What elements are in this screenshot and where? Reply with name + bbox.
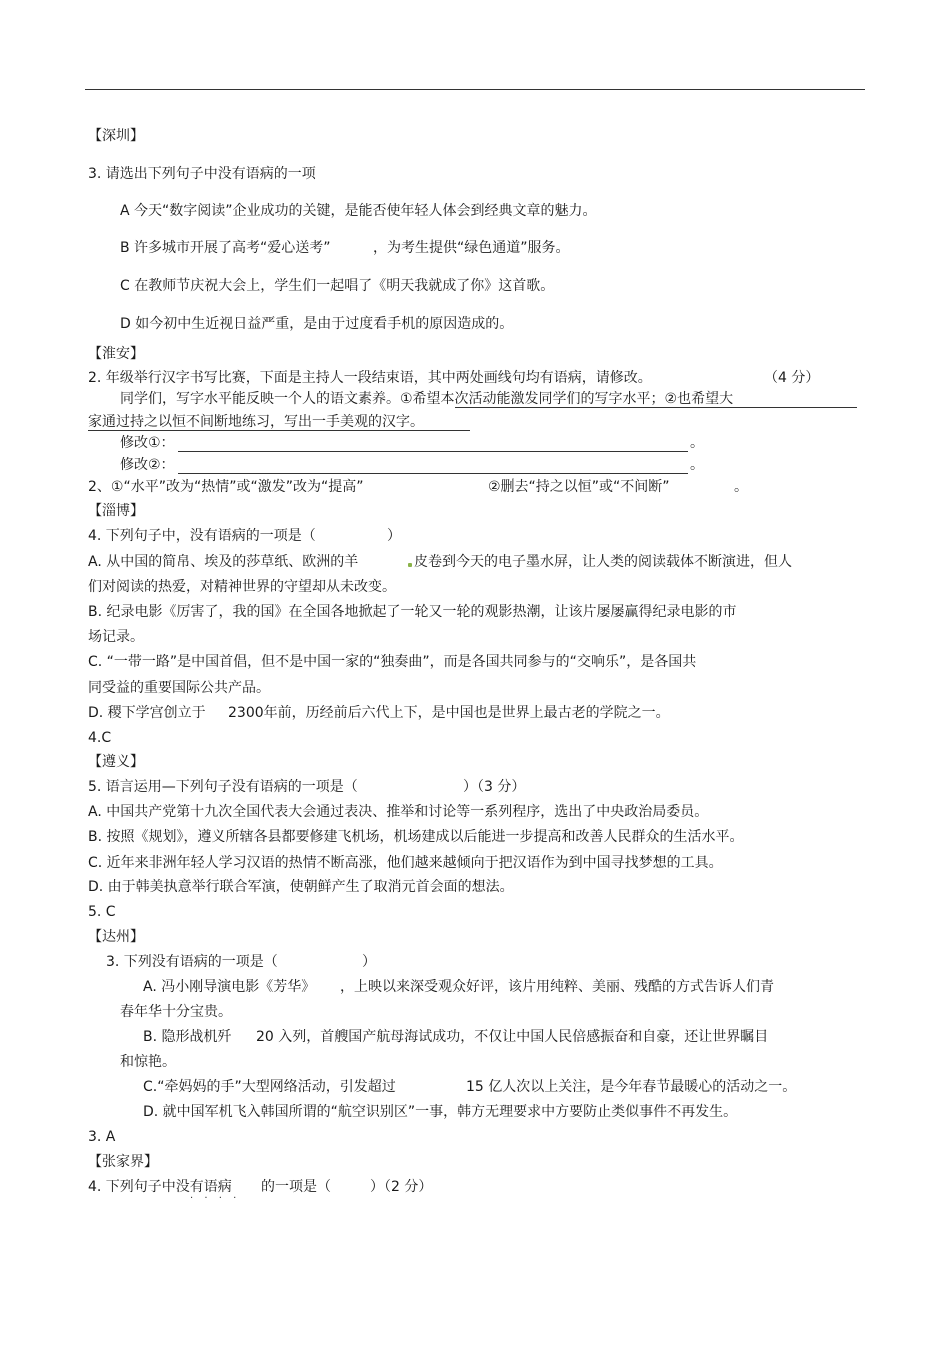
option-b: B. 按照《规划》，遵义所辖各县都要修建飞机场，机场建成以后能进一步提高和改善人民群众的生活水平。: [88, 829, 744, 845]
score-label: （4 分）: [764, 370, 820, 386]
section-header-zhangjiajie: 【张家界】: [88, 1154, 158, 1170]
option-c: C. “一带一路”是中国首倡，但不是中国一家的“独奏曲”，而是各国共同参与的“交响乐”，是各国共: [88, 654, 697, 670]
question-paren-close: ）: [362, 954, 376, 970]
section-header-zibo: 【淄博】: [88, 503, 144, 519]
answer-period: 。: [734, 479, 748, 495]
question-score: ）（3 分）: [463, 779, 526, 795]
question-text: 4. 下列句子中，没有语病的一项是（: [88, 528, 316, 544]
option-b-line-2: 场记录。: [88, 629, 144, 645]
underline-sentence-2: [88, 430, 470, 431]
option-a: A. 中国共产党第十九次全国代表大会通过表决、推举和讨论等一系列程序，选出了中央政治局委员。: [88, 804, 709, 820]
option-b-cont: ，为考生提供“绿色通道”服务。: [373, 240, 570, 256]
option-b-line-2: 和惊艳。: [120, 1054, 176, 1070]
option-d: D. 稷下学宫创立于: [88, 705, 206, 721]
option-a: A 今天“数字阅读”企业成功的关键，是能否使年轻人体会到经典文章的魅力。: [120, 203, 597, 219]
option-c-cont: 15 亿人次以上关注，是今年春节最暖心的活动之一。: [466, 1079, 797, 1095]
option-a: A. 冯小刚导演电影《芳华》: [143, 979, 316, 995]
option-a-cont: 皮卷到今天的电子墨水屏，让人类的阅读载体不断演进，但人: [414, 554, 792, 570]
question-score: ）（2 分）: [370, 1179, 433, 1195]
question-text: 3. 下列没有语病的一项是（: [106, 954, 278, 970]
option-c: C 在教师节庆祝大会上，学生们一起唱了《明天我就成了你》这首歌。: [120, 278, 555, 294]
fix-1-answer-blank[interactable]: [178, 451, 688, 452]
option-c: C.“牵妈妈的手”大型网络活动，引发超过: [143, 1079, 396, 1095]
question-text: 3. 请选出下列句子中没有语病的一项: [88, 166, 316, 182]
answer-text: 5. C: [88, 904, 116, 920]
question-text: 4. 下列句子中没有语病: [88, 1179, 232, 1195]
passage-line-2: 家通过持之以恒不间断地练习，写出一手美观的汉字。: [88, 414, 424, 430]
answer-text: 4.C: [88, 730, 112, 746]
option-d: D. 就中国军机飞入韩国所谓的“航空识别区”一事，韩方无理要求中方要防止类似事件不再发生。: [143, 1104, 738, 1120]
question-text: 5. 语言运用—下列句子没有语病的一项是（: [88, 779, 358, 795]
option-b-cont: 20 入列，首艘国产航母海试成功，不仅让中国人民倍感振奋和自豪，还让世界瞩目: [256, 1029, 769, 1045]
option-a: A. 从中国的简帛、埃及的莎草纸、欧洲的羊: [88, 554, 359, 570]
option-a-cont: ，上映以来深受观众好评，该片用纯粹、美丽、残酷的方式告诉人们青: [340, 979, 774, 995]
option-d: D 如今初中生近视日益严重，是由于过度看手机的原因造成的。: [120, 316, 514, 332]
fix-2-label: 修改②：: [120, 457, 175, 473]
fix-1-period: 。: [690, 435, 704, 451]
header-rule: [85, 89, 865, 90]
question-text: 2. 年级举行汉字书写比赛，下面是主持人一段结束语，其中两处画线句均有语病，请修改。: [88, 370, 652, 386]
passage-line-1: 同学们，写字水平能反映一个人的语文素养。①希望本次活动能激发同学们的写字水平；②也希望大: [120, 391, 734, 407]
option-c-line-2: 同受益的重要国际公共产品。: [88, 680, 270, 696]
emphasis-dots: · · · ·: [190, 1193, 241, 1204]
option-a-line-2: 们对阅读的热爱，对精神世界的守望却从未改变。: [88, 579, 396, 595]
fix-2-period: 。: [690, 457, 704, 473]
fix-2-answer-blank[interactable]: [178, 473, 688, 474]
answer-text: 3. A: [88, 1129, 116, 1145]
option-b: B 许多城市开展了高考“爱心送考”: [120, 240, 331, 256]
section-header-dazhou: 【达州】: [88, 929, 144, 945]
answer-text: 2、①“水平”改为“热情”或“激发”改为“提高”: [88, 479, 364, 495]
section-header-zunyi: 【遵义】: [88, 754, 144, 770]
option-a-line-2: 春年华十分宝贵。: [120, 1004, 232, 1020]
question-text-cont: 的一项是（: [261, 1179, 331, 1195]
option-b: B. 纪录电影《厉害了，我的国》在全国各地掀起了一轮又一轮的观影热潮，让该片屡屡赢得纪录电影的市: [88, 604, 737, 620]
option-d: D. 由于韩美执意举行联合军演，使朝鲜产生了取消元首会面的想法。: [88, 879, 514, 895]
underline-sentence-1: [455, 407, 857, 408]
question-paren-close: ）: [387, 528, 401, 544]
scan-mark: [408, 563, 412, 567]
answer-text-cont: ②删去“持之以恒”或“不间断”: [488, 479, 670, 495]
fix-1-label: 修改①：: [120, 435, 175, 451]
option-d-cont: 2300年前，历经前后六代上下，是中国也是世界上最古老的学院之一。: [228, 705, 670, 721]
section-header-shenzhen: 【深圳】: [88, 128, 144, 144]
option-c: C. 近年来非洲年轻人学习汉语的热情不断高涨，他们越来越倾向于把汉语作为到中国寻找梦想的工具。: [88, 855, 723, 871]
section-header-huaian: 【淮安】: [88, 346, 144, 362]
option-b: B. 隐形战机歼: [143, 1029, 232, 1045]
